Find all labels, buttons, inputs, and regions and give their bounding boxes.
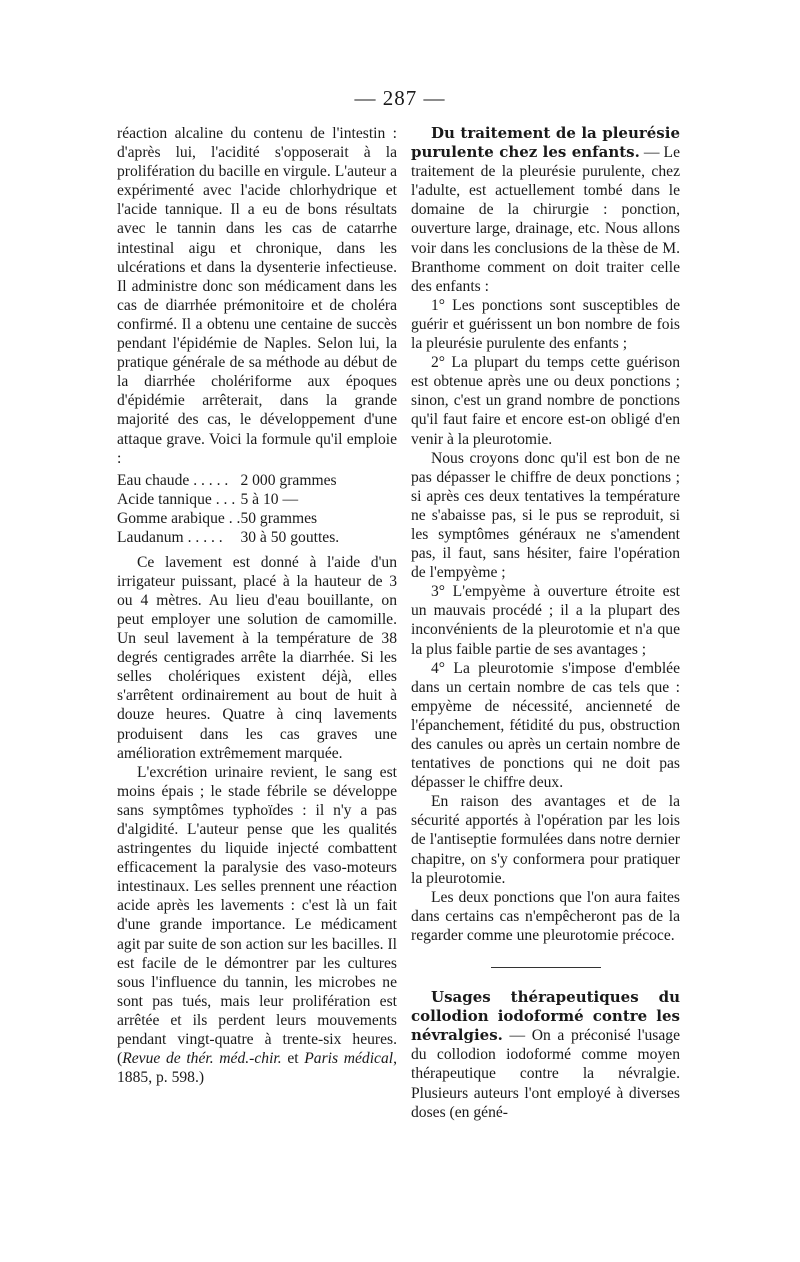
section-divider [491,967,601,968]
list-item: 3° L'empyème à ouverture étroite est un mauvais procédé ; il a la plupart des inconvénients de la pleurotomie et n'a que la plus faible partie de ses avantages ; [411,583,680,658]
right-column [411,124,680,1122]
formula-row [117,490,339,509]
page-number: — 287 — [354,86,446,110]
list-item: 1° Les ponctions sont susceptibles de guérir et guérissent un bon nombre de fois la pleurésie purulente des enfants ; [411,296,680,353]
paragraph: L'excrétion urinaire revient, le sang est moins épais ; le stade fébrile se développe sans symptômes typhoïdes : il n'y a pas d'algidité. L'auteur pense que les qualités astringentes du liquide injecté combattent efficacement la paralysie des vaso-moteurs intestinaux. Les selles prennent une réaction acide après les lavements : c'est là un fait d'une grande importance. Le médicament agit par suite de son action sur les bacilles. Il est facile de le démontrer par les cultures sous l'influence du tannin, les microbes ne sont pas tués, mais leur prolifération est arrêtée et ils perdent leurs mouvements pendant vingt-quatre à trente-six heures. (Revue de thér. méd.-chir. et Paris médical, 1885, p. 598.) [117,763,397,1087]
formula-row [117,471,339,490]
paragraph: Les deux ponctions que l'on aura faites dans certains cas n'empêcheront pas de la regarder comme une pleurotomie précoce. [411,888,680,944]
formula-table [117,471,339,547]
list-item: 2° La plupart du temps cette guérison est obtenue après une ou deux ponctions ; sinon, c'est un grand nombre de ponctions qu'il faut faire et encore est-on obligé d'en venir à la pleurotomie. [411,354,680,448]
paragraph: Ce lavement est donné à l'aide d'un irrigateur puissant, placé à la hauteur de 3 ou 4 mètres. Au lieu d'eau bouillante, on peut employer une solution de camomille. Un seul lavement à la température de 38 degrés centigrades arrête la diarrhée. Si les selles cholériques existent déjà, elles s'arrêtent ordinairement au bout de huit à douze heures. Quatre à cinq lavements produisent dans les cas graves une amélioration extrêmement marquée. [117,553,397,762]
section-paragraph: Du traitement de la pleurésie purulente chez les enfants. — Le traitement de la pleurésie purulente, chez l'adulte, est actuellement tombé dans le domaine de la chirurgie : ponction, ouverture large, drainage, etc. Nous allons voir dans les conclusions de la thèse de M. Branthome comment on doit traiter celle des enfants : [411,124,680,295]
formula-row [117,528,339,547]
paragraph: En raison des avantages et de la sécurité apportés à l'opération par les lois de l'antiseptie formulées dans notre dernier chapitre, on s'y conformera pour pratiquer la pleurotomie. [411,793,680,887]
formula-ingredient: Gomme arabique . . [117,509,241,527]
section-heading: Du traitement de la pleurésie purulente chez les enfants. [411,124,680,162]
section-heading: Usages thérapeutiques du collodion iodoformé contre les névralgies. [411,988,680,1045]
formula-ingredient: Laudanum . . . . . [117,528,223,546]
left-column [117,124,397,1087]
formula-quantity: 50 grammes [240,509,318,527]
list-item: 4° La pleurotomie s'impose d'emblée dans un certain nombre de cas tels que : empyème de nécessité, ancienneté de l'épanchement, fétidité du pus, obstruction des canules ou après un certain nombre de tentatives de ponctions qui ne doit pas dépasser le chiffre deux. [411,659,680,792]
paragraph: réaction alcaline du contenu de l'intestin : d'après lui, l'acidité s'opposerait à la prolifération du bacille en virgule. L'auteur a expérimenté avec l'acide chlorhydrique et l'acide tannique. Il a eu de bons résultats avec le tannin dans les cas de catarrhe intestinal aigu et chronique, dans les ulcérations et dans la dysenterie infectieuse. Il administre donc son médicament dans les cas de diarrhée prémonitoire et de choléra confirmé. Il a obtenu une centaine de succès pendant l'épidémie de Naples. Selon lui, la pratique générale de sa méthode au début de la diarrhée cholériforme aux époques d'épidémie arrêterait, dans la grande majorité des cas, le développement d'une attaque grave. Voici la formule qu'il emploie : [117,125,397,467]
formula-row [117,509,339,528]
paragraph: Nous croyons donc qu'il est bon de ne pas dépasser le chiffre de deux ponctions ; si après ces deux tentatives la température ne s'abaisse pas, si le pus se reproduit, si les symptômes généraux ne s'amendent pas, il faut, sans hésiter, faire l'opération de l'empyème ; [411,449,680,582]
formula-ingredient: Eau chaude . . . . . [117,471,229,489]
formula-ingredient: Acide tannique . . . [117,490,236,508]
formula-quantity: 30 à 50 gouttes. [240,528,340,546]
formula-quantity: 2 000 grammes [240,471,337,489]
section-paragraph: Usages thérapeutiques du collodion iodoformé contre les névralgies. — On a préconisé l'usage du collodion iodoformé comme moyen thérapeutique contre la névralgie. Plusieurs auteurs l'ont employé à diverses doses (en géné- [411,988,681,1121]
formula-quantity: 5 à 10 — [240,490,299,508]
citation: (Revue de thér. méd.-chir. et Paris médical, 1885, p. 598.) [117,1050,397,1087]
